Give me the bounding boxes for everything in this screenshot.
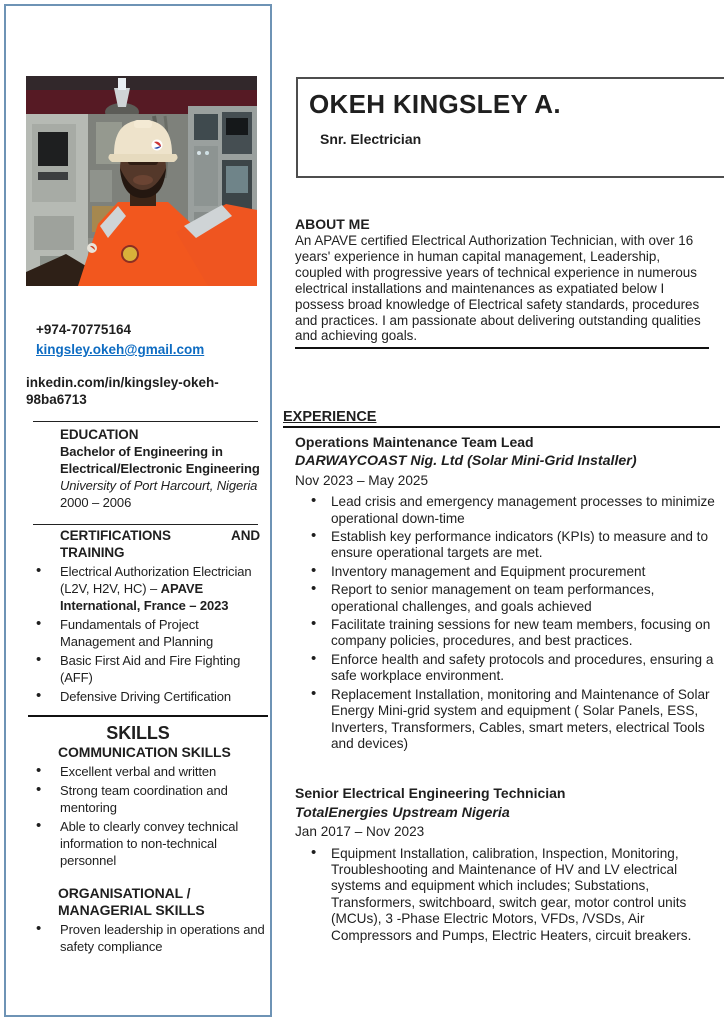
job-entry-1 <box>295 434 720 752</box>
linkedin-url: inkedin.com/in/kingsley-okeh-98ba6713 <box>26 375 219 407</box>
certifications-heading-word1: CERTIFICATIONS <box>60 528 171 543</box>
experience-section <box>283 409 720 946</box>
certifications-heading <box>60 527 260 544</box>
organisational-heading-line2: MANAGERIAL SKILLS <box>58 902 205 918</box>
list-item: • Enforce health and safety protocols and procedures, ensuring a safe workplace environment. <box>295 652 720 685</box>
certifications-heading-line2: TRAINING <box>60 545 125 560</box>
list-item: • Lead crisis and emergency management processes to minimize operational down-time <box>295 494 720 527</box>
about-heading: ABOUT ME <box>295 216 370 232</box>
list-item: • Able to clearly convey technical information to non-technical personnel <box>6 818 266 869</box>
job-company: TotalEnergies Upstream Nigeria <box>295 804 510 821</box>
list-item: • Defensive Driving Certification <box>6 688 266 705</box>
list-item: • Report to senior management on team performances, operational challenges, and goals achieved <box>295 582 720 615</box>
about-text: An APAVE certified Electrical Authorization Technician, with over 16 years' experience in human capital management, Leadership, coupled with progressive years of technical experience in numerous electrical installations and maintenances as expatiated below I possess broad knowledge of Electrical safety standards, procedures and practices. I am passionate about delivering outstanding qualities and achieving goals. <box>295 233 701 344</box>
experience-heading: EXPERIENCE <box>283 409 377 425</box>
list-item: • Replacement Installation, monitoring and Maintenance of Solar Energy Mini-grid system and equipment ( Solar Panels, ESS, Inverters, Transformers, Cables, smart meters, electrical Tools and devices) <box>295 687 720 753</box>
communication-skills-heading: COMMUNICATION SKILLS <box>58 744 231 760</box>
section-divider <box>33 524 258 525</box>
skills-section <box>6 725 270 955</box>
education-heading: EDUCATION <box>60 427 139 442</box>
organisational-skills-list <box>6 921 266 955</box>
job-entry-2 <box>295 785 720 944</box>
list-item: • Facilitate training sessions for new team members, focusing on company policies, procedures, and best practices. <box>295 617 720 650</box>
skills-heading: SKILLS <box>106 723 170 743</box>
job-dates: Nov 2023 – May 2025 <box>295 472 429 488</box>
about-section <box>295 216 709 349</box>
list-item: • Electrical Authorization Electrician (L2V, H2V, HC) – APAVE International, France – 2023 <box>6 563 266 614</box>
communication-skills-list <box>6 763 266 869</box>
profile-photo-image <box>26 76 257 286</box>
organisational-heading-line1: ORGANISATIONAL / <box>58 885 191 901</box>
name-box <box>296 77 724 178</box>
person-job-title: Snr. Electrician <box>320 131 422 147</box>
section-divider <box>33 421 258 422</box>
person-name: OKEH KINGSLEY A. <box>309 89 561 119</box>
list-item: • Inventory management and Equipment procurement <box>295 564 720 580</box>
list-item: • Excellent verbal and written <box>6 763 266 780</box>
list-item: • Proven leadership in operations and safety compliance <box>6 921 266 955</box>
education-section <box>60 426 262 511</box>
phone-number: +974-70775164 <box>36 322 131 337</box>
job-role: Operations Maintenance Team Lead <box>295 434 534 450</box>
organisational-skills-heading <box>58 885 270 919</box>
education-degree: Bachelor of Engineering in Electrical/Electronic Engineering <box>60 444 260 476</box>
certifications-section <box>6 527 270 705</box>
list-item: • Establish key performance indicators (KPIs) to measure and to ensure operational targets are met. <box>295 529 720 562</box>
profile-photo <box>26 76 257 286</box>
contact-block <box>36 320 204 360</box>
job-company: DARWAYCOAST Nig. Ltd (Solar Mini-Grid Installer) <box>295 453 637 470</box>
experience-rule <box>283 426 720 428</box>
job-dates: Jan 2017 – Nov 2023 <box>295 824 425 840</box>
certifications-heading-word2: AND <box>231 528 260 543</box>
section-divider-thick <box>28 715 268 717</box>
list-item-bold: APAVE International, France – 2023 <box>60 581 229 613</box>
education-school: University of Port Harcourt, Nigeria <box>60 478 258 493</box>
list-item: • Equipment Installation, calibration, Inspection, Monitoring, Troubleshooting and Maintenance of HV and LV electrical systems and equipment which includes; Substations, Transformers, switchboard, switch gear, motor control units (MCUs), 3 -Phase Electric Motors, VFDs, /VSDs, Air Compressors and Pumps, Electric Heaters, circuit breakers. <box>295 846 720 944</box>
list-item: • Basic First Aid and Fire Fighting (AFF) <box>6 652 266 686</box>
job-bullets <box>295 846 720 944</box>
left-sidebar <box>4 4 272 1017</box>
list-item: • Strong team coordination and mentoring <box>6 782 266 816</box>
job-bullets <box>295 494 720 752</box>
education-years: 2000 – 2006 <box>60 495 132 510</box>
certifications-list <box>6 563 266 705</box>
email-link[interactable]: kingsley.okeh@gmail.com <box>36 342 205 357</box>
list-item: • Fundamentals of Project Management and Planning <box>6 616 266 650</box>
left-sections <box>6 421 270 957</box>
job-role: Senior Electrical Engineering Technician <box>295 785 566 802</box>
